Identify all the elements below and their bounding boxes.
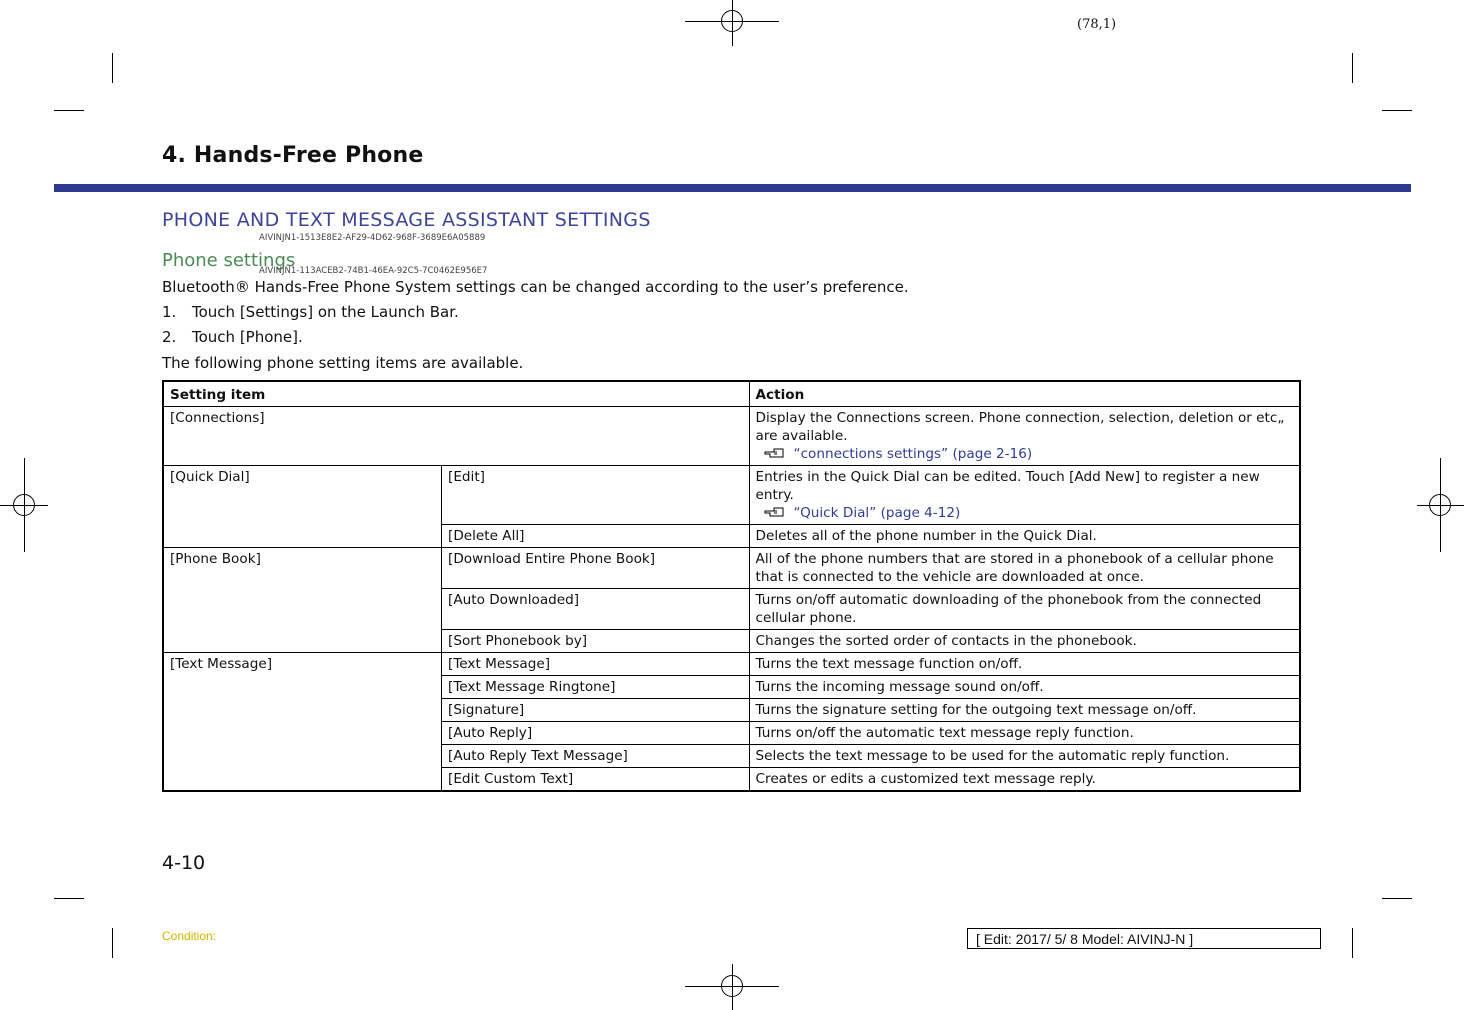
setting-item-cell: [Connections]: [163, 407, 749, 466]
edit-info-box: [ Edit: 2017/ 5/ 8 Model: AIVINJ-N ]: [967, 928, 1321, 949]
action-cell: Selects the text message to be used for the automatic reply function.: [749, 745, 1300, 768]
table-row: [163, 548, 1300, 589]
settings-table: [162, 380, 1301, 792]
action-cell: Turns the signature setting for the outgoing text message on/off.: [749, 699, 1300, 722]
table-intro: The following phone setting items are available.: [162, 354, 524, 372]
sub-item-cell: [Auto Downloaded]: [442, 589, 750, 630]
sub-item-cell: [Signature]: [442, 699, 750, 722]
step-number: 1.: [162, 303, 177, 321]
subsection-code: AIVINJN1-113ACEB2-74B1-46EA-92C5-7C0462E956E7: [259, 266, 488, 276]
setting-item-cell: [Text Message]: [163, 653, 442, 792]
action-cell: Deletes all of the phone number in the Quick Dial.: [749, 525, 1300, 548]
reference-text[interactable]: “connections settings” (page 2-16): [793, 446, 1033, 462]
chapter-bar: [54, 184, 1411, 192]
action-text: Display the Connections screen. Phone connection, selection, deletion or etc„ are available.: [755, 410, 1285, 444]
intro-text: Bluetooth® Hands-Free Phone System settings can be changed according to the user’s preference.: [162, 278, 909, 296]
page-id: (78,1): [1077, 17, 1117, 32]
setting-item-cell: [Quick Dial]: [163, 466, 442, 548]
sub-item-cell: [Download Entire Phone Book]: [442, 548, 750, 589]
chapter-title: 4. Hands-Free Phone: [162, 143, 424, 168]
action-text: Entries in the Quick Dial can be edited. Touch [Add New] to register a new entry.: [755, 469, 1260, 503]
sub-item-cell: [Auto Reply]: [442, 722, 750, 745]
section-code: AIVINJN1-1513E8E2-AF29-4D62-968F-3689E6A05889: [259, 233, 486, 243]
reference-text[interactable]: “Quick Dial” (page 4-12): [793, 505, 961, 521]
reference-link[interactable]: [756, 445, 1293, 463]
step-number: 2.: [162, 328, 177, 346]
sub-item-cell: [Edit Custom Text]: [442, 768, 750, 792]
sub-item-cell: [Sort Phonebook by]: [442, 630, 750, 653]
pointing-hand-icon: [764, 446, 788, 460]
subsection-title: Phone settings: [162, 250, 296, 271]
sub-item-cell: [Auto Reply Text Message]: [442, 745, 750, 768]
header-setting-item: Setting item: [163, 381, 749, 407]
page-number: 4-10: [162, 852, 206, 874]
step-2: [162, 328, 303, 346]
action-cell: Creates or edits a customized text message reply.: [749, 768, 1300, 792]
table-header-row: [163, 381, 1300, 407]
condition-label: Condition:: [162, 929, 217, 943]
step-text: Touch [Phone].: [192, 328, 303, 346]
sub-item-cell: [Delete All]: [442, 525, 750, 548]
table-row: [163, 407, 1300, 466]
setting-item-cell: [Phone Book]: [163, 548, 442, 653]
action-cell: Turns on/off automatic downloading of the phonebook from the connected cellular phone.: [749, 589, 1300, 630]
sub-item-cell: [Edit]: [442, 466, 750, 525]
action-cell: Turns the incoming message sound on/off.: [749, 676, 1300, 699]
table-row: [163, 466, 1300, 525]
action-cell: [749, 407, 1300, 466]
header-action: Action: [749, 381, 1300, 407]
reference-link[interactable]: [756, 504, 1293, 522]
table-row: [163, 653, 1300, 676]
action-cell: [749, 466, 1300, 525]
step-text: Touch [Settings] on the Launch Bar.: [192, 303, 459, 321]
section-title: PHONE AND TEXT MESSAGE ASSISTANT SETTINGS: [162, 209, 651, 231]
action-cell: Turns the text message function on/off.: [749, 653, 1300, 676]
pointing-hand-icon: [764, 505, 788, 519]
action-cell: All of the phone numbers that are stored in a phonebook of a cellular phone that is connected to the vehicle are downloaded at once.: [749, 548, 1300, 589]
action-cell: Turns on/off the automatic text message reply function.: [749, 722, 1300, 745]
sub-item-cell: [Text Message]: [442, 653, 750, 676]
step-1: [162, 303, 459, 321]
sub-item-cell: [Text Message Ringtone]: [442, 676, 750, 699]
action-cell: Changes the sorted order of contacts in the phonebook.: [749, 630, 1300, 653]
